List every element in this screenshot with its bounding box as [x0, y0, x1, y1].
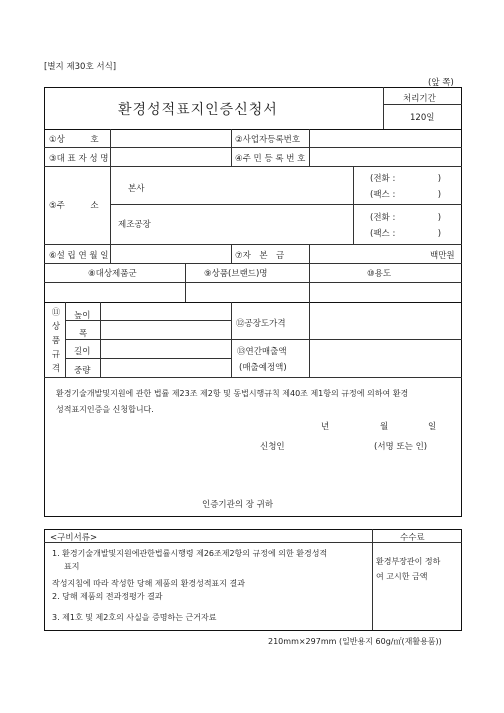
company-name-label: ①상 호	[49, 135, 99, 145]
factory-label: 제조공장	[118, 220, 151, 230]
representative-label: ③대 표 자 성 명	[49, 154, 109, 164]
business-reg-no-label: ②사업자등록번호	[235, 135, 301, 145]
spec-width-label: 폭	[79, 329, 88, 339]
document-item-2: 2. 당해 제품의 전과정평가 결과	[52, 592, 163, 601]
annual-sales-label: ⑬연간매출액	[237, 347, 287, 357]
fee-line-2: 여 고시한 금액	[376, 572, 428, 581]
usage-label: ⑩용도	[367, 269, 392, 279]
factory-price-label: ⑫공장도가격	[236, 319, 286, 329]
fee-line-1: 환경부장관이 정하	[376, 557, 441, 566]
document-item-3: 3. 제1호 및 제2호의 사실을 증명하는 근거자료	[52, 613, 217, 622]
sales-estimate-label: (매출예정액)	[239, 363, 287, 373]
factory-phone: (전화 : )	[370, 213, 442, 223]
brand-label: ⑨상품(브랜드)명	[204, 269, 268, 279]
spec-height-label: 높이	[74, 311, 91, 321]
date-day: 일	[428, 422, 437, 432]
resident-reg-no-label: ④주 민 등 록 번 호	[235, 154, 306, 164]
applicant-sign: (서명 또는 인)	[374, 442, 428, 452]
document-item-1a: 1. 환경기술개발및지원에관한법률시행령 제26조제2항의 규정에 의한 환경성적	[52, 549, 328, 558]
date-month: 월	[380, 422, 389, 432]
head-office-phone: (전화 : )	[370, 174, 442, 184]
form-label: [별지 제30호 서식]	[44, 62, 117, 72]
address-label: ⑤주 소	[49, 201, 99, 211]
paper-size-footer: 210mm×297mm (일반용지 60g/㎡(재활용품))	[268, 637, 442, 646]
established-label: ⑥설 립 연 월 일	[49, 251, 109, 261]
factory-fax: (팩스 : )	[370, 229, 442, 239]
head-office-label: 본사	[128, 184, 145, 194]
processing-period-label: 처리기간	[403, 94, 436, 104]
processing-period-value: 120일	[410, 113, 435, 123]
head-office-fax: (팩스 : )	[370, 190, 442, 200]
document-item-1c: 작성지침에 따라 작성한 당해 제품의 환경성적표지 결과	[52, 579, 245, 588]
page-side-label: (앞 쪽)	[428, 78, 454, 88]
declaration-line-2: 성적표지인증을 신청합니다.	[56, 405, 154, 414]
spec-length-label: 길이	[74, 347, 91, 357]
applicant-label: 신청인	[260, 442, 285, 452]
product-group-label: ⑧대상제품군	[88, 269, 137, 279]
capital-unit: 백만원	[430, 251, 455, 261]
addressee: 인증기관의 장 귀하	[202, 500, 274, 510]
fee-label: 수수료	[400, 533, 425, 543]
declaration-line-1: 환경기술개발및지원에 관한 법률 제23조 제2항 및 동법시행규칙 제40조 제1항의 규정에 의하여 환경	[56, 389, 409, 398]
capital-label: ⑦자 본 금	[235, 251, 285, 261]
document-item-1b: 표지	[64, 562, 80, 571]
spec-label: ⑪ 상 품 규 격	[51, 308, 61, 374]
form-title: 환경성적표지인증신청서	[118, 102, 278, 118]
spec-weight-label: 중량	[74, 366, 91, 376]
date-year: 년	[321, 422, 330, 432]
documents-header: <구비서류>	[50, 533, 98, 543]
